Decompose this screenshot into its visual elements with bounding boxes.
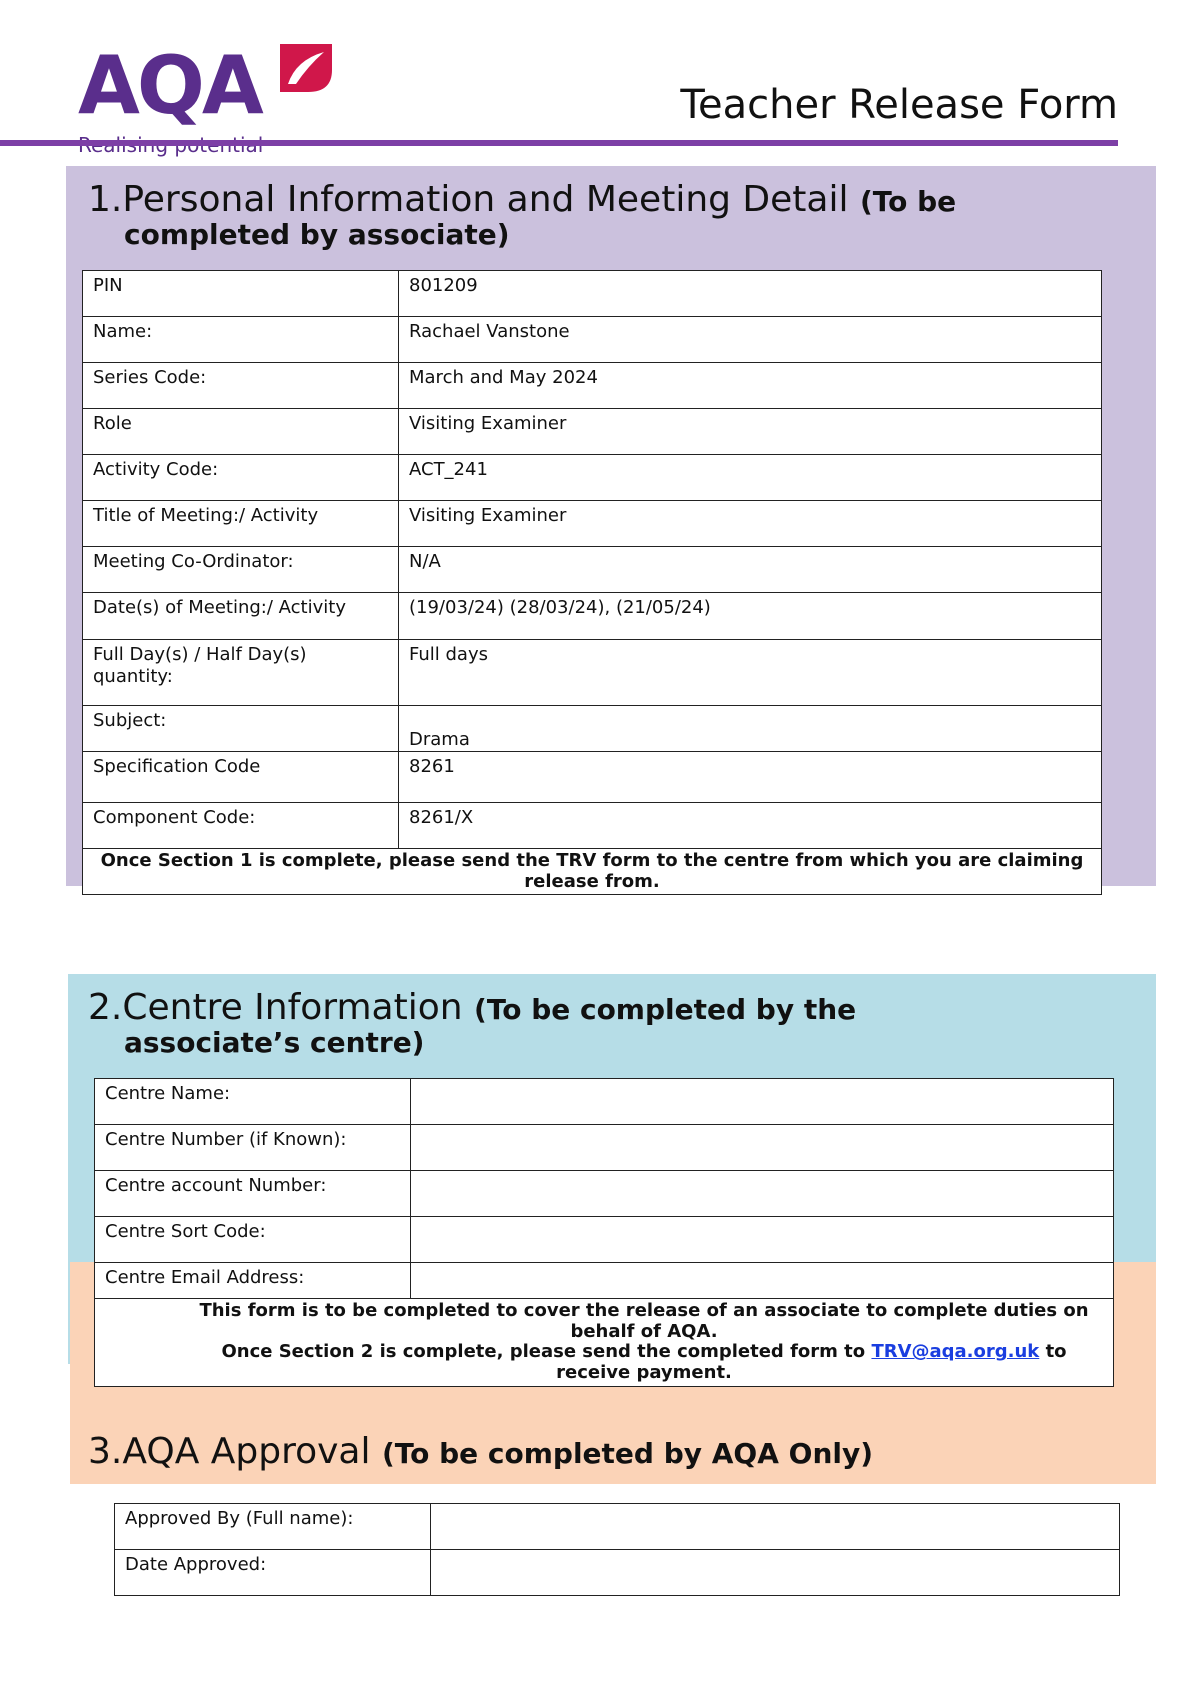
centre-sort-code-field[interactable] [411, 1217, 1114, 1263]
table-row [83, 752, 1102, 803]
meeting-title-label: Title of Meeting:/ Activity [83, 501, 399, 547]
personal-info-table [82, 270, 1102, 895]
table-row [95, 1299, 1114, 1387]
component-code-label: Component Code: [83, 803, 399, 849]
logo-text: AQA [78, 39, 261, 132]
table-row [95, 1263, 1114, 1299]
table-row [83, 317, 1102, 363]
section1-note: Once Section 1 is complete, please send the TRV form to the centre from which you are claiming release from. [83, 849, 1102, 895]
table-row [115, 1504, 1120, 1550]
table-row [83, 547, 1102, 593]
section1-number: 1. [88, 179, 123, 220]
logo-mark-icon [278, 40, 334, 96]
centre-number-label: Centre Number (if Known): [95, 1125, 411, 1171]
name-field[interactable]: Rachael Vanstone [399, 317, 1102, 363]
section1-title: Personal Information and Meeting Detail [122, 179, 849, 220]
form-title: Teacher Release Form [680, 82, 1118, 128]
section1-subtitle-line1: (To be [859, 185, 957, 218]
pin-field[interactable]: 801209 [399, 271, 1102, 317]
role-field[interactable]: Visiting Examiner [399, 409, 1102, 455]
centre-account-number-label: Centre account Number: [95, 1171, 411, 1217]
table-row [83, 593, 1102, 640]
table-row [95, 1217, 1114, 1263]
section3-subtitle: (To be completed by AQA Only) [381, 1437, 874, 1470]
centre-email-field[interactable] [411, 1263, 1114, 1299]
table-row [115, 1550, 1120, 1596]
table-row [83, 803, 1102, 849]
day-quantity-label: Full Day(s) / Half Day(s) quantity: [83, 640, 399, 706]
table-row [95, 1079, 1114, 1125]
section2-note-line1: This form is to be completed to cover the release of an associate to complete duties on behalf of AQA. [199, 1300, 1089, 1342]
table-row [95, 1171, 1114, 1217]
date-approved-field[interactable] [431, 1550, 1120, 1596]
table-row [83, 640, 1102, 706]
specification-code-label: Specification Code [83, 752, 399, 803]
section1-subtitle-line2: completed by associate) [124, 217, 510, 251]
section3-heading [88, 1432, 873, 1472]
table-row [83, 409, 1102, 455]
date-approved-label: Date Approved: [115, 1550, 431, 1596]
section3-number: 3. [88, 1431, 123, 1472]
centre-account-number-field[interactable] [411, 1171, 1114, 1217]
activity-code-field[interactable]: ACT_241 [399, 455, 1102, 501]
subject-field[interactable]: Drama [399, 706, 1102, 752]
approved-by-label: Approved By (Full name): [115, 1504, 431, 1550]
centre-email-label: Centre Email Address: [95, 1263, 411, 1299]
table-row [83, 363, 1102, 409]
name-label: Name: [83, 317, 399, 363]
meeting-title-field[interactable]: Visiting Examiner [399, 501, 1102, 547]
section2-title: Centre Information [122, 987, 463, 1028]
table-row [83, 271, 1102, 317]
day-quantity-field[interactable]: Full days [399, 640, 1102, 706]
table-row [83, 501, 1102, 547]
role-label: Role [83, 409, 399, 455]
centre-name-field[interactable] [411, 1079, 1114, 1125]
meeting-dates-label: Date(s) of Meeting:/ Activity [83, 593, 399, 640]
section2-note-line2-after: to receive payment. [556, 1341, 1067, 1384]
table-row [95, 1125, 1114, 1171]
series-code-field[interactable]: March and May 2024 [399, 363, 1102, 409]
trv-email-link[interactable]: TRV@aqa.org.uk [871, 1341, 1040, 1363]
meeting-dates-field[interactable]: (19/03/24) (28/03/24), (21/05/24) [399, 593, 1102, 640]
section2-heading [88, 988, 856, 1058]
table-row [83, 849, 1102, 895]
section3-title: AQA Approval [122, 1431, 371, 1472]
header-rule [0, 140, 1118, 146]
meeting-coordinator-label: Meeting Co-Ordinator: [83, 547, 399, 593]
centre-info-table [94, 1078, 1114, 1387]
section2-subtitle-line2: associate’s centre) [124, 1025, 425, 1059]
activity-code-label: Activity Code: [83, 455, 399, 501]
centre-number-field[interactable] [411, 1125, 1114, 1171]
table-row [83, 455, 1102, 501]
component-code-field[interactable]: 8261/X [399, 803, 1102, 849]
series-code-label: Series Code: [83, 363, 399, 409]
table-row [83, 706, 1102, 752]
subject-label: Subject: [83, 706, 399, 752]
centre-name-label: Centre Name: [95, 1079, 411, 1125]
meeting-coordinator-field[interactable]: N/A [399, 547, 1102, 593]
section2-note [95, 1299, 1114, 1387]
specification-code-field[interactable]: 8261 [399, 752, 1102, 803]
approved-by-field[interactable] [431, 1504, 1120, 1550]
section2-subtitle-line1: (To be completed by the [474, 993, 857, 1026]
centre-sort-code-label: Centre Sort Code: [95, 1217, 411, 1263]
pin-label: PIN [83, 271, 399, 317]
section2-note-line2-before: Once Section 2 is complete, please send the completed form to [221, 1341, 866, 1363]
section1-heading [88, 180, 956, 250]
section2-number: 2. [88, 987, 123, 1028]
aqa-approval-table [114, 1503, 1120, 1596]
